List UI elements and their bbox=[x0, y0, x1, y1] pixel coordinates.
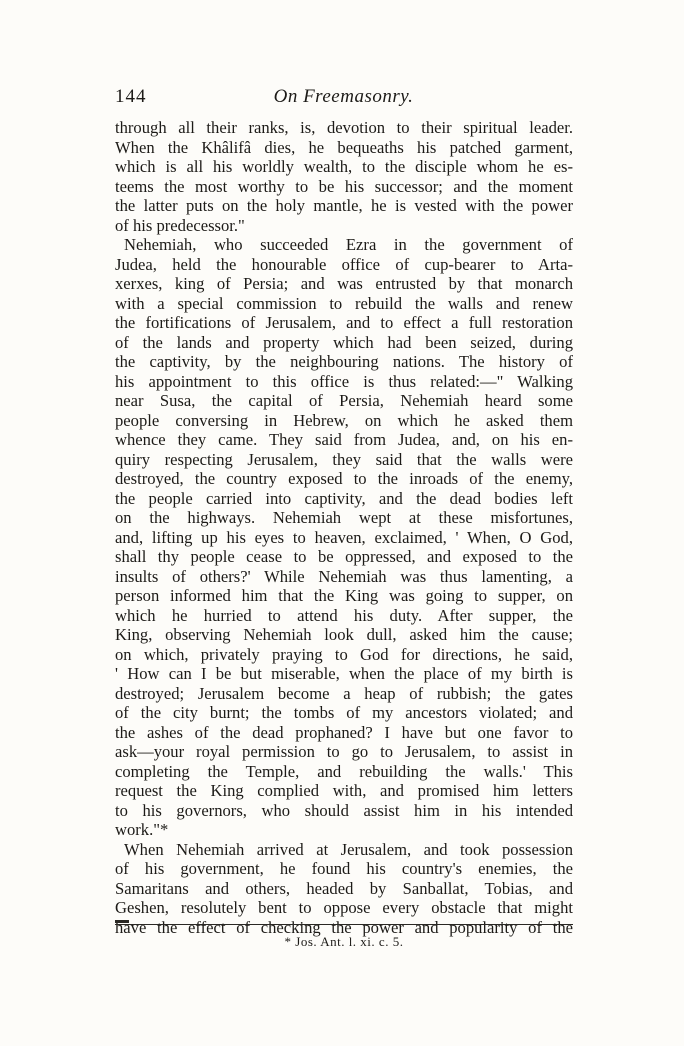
text-line: near Susa, the capital of Persia, Nehemiah heard some bbox=[115, 391, 573, 410]
text-line: Samaritans and others, headed by Sanballat, Tobias, and bbox=[115, 878, 573, 898]
text-line: through all their ranks, is, devotion to their spiritual leader. bbox=[115, 118, 573, 137]
footnote-rule bbox=[115, 924, 573, 925]
text-line: person informed him that the King was going to supper, on bbox=[115, 586, 573, 605]
text-line: have the effect of checking the power and popularity of the bbox=[115, 917, 573, 937]
footnote-rule-mark bbox=[115, 920, 129, 923]
text-line: of his predecessor." bbox=[115, 215, 245, 235]
text-line: Nehemiah, who succeeded Ezra in the government of bbox=[124, 235, 573, 254]
text-line: xerxes, king of Persia; and was entrusted by that monarch bbox=[115, 274, 573, 293]
text-line: the captivity, by the neighbouring nations. The history of bbox=[115, 352, 573, 371]
footnote: * Jos. Ant. l. xi. c. 5. bbox=[284, 934, 404, 949]
text-line: to his governors, who should assist him in his intended bbox=[115, 800, 573, 820]
text-line: work."* bbox=[115, 820, 169, 839]
text-line: Judea, held the honourable office of cup-bearer to Arta- bbox=[115, 254, 573, 274]
text-line: destroyed; Jerusalem become a heap of rubbish; the gates bbox=[115, 683, 573, 703]
text-line: which is all his worldly wealth, to the disciple whom he es- bbox=[115, 157, 573, 176]
text-line: When the Khâlifâ dies, he bequeaths his patched garment, bbox=[115, 137, 573, 157]
text-line: the latter puts on the holy mantle, he is vested with the power bbox=[115, 196, 573, 215]
text-line: on which, privately praying to God for directions, he said, bbox=[115, 644, 573, 664]
text-line: his appointment to this office is thus related:—" Walking bbox=[115, 371, 573, 391]
text-line: the ashes of the dead prophaned? I have but one favor to bbox=[115, 722, 573, 742]
text-line: with a special commission to rebuild the walls and renew bbox=[115, 293, 573, 313]
text-line: and, lifting up his eyes to heaven, exclaimed, ' When, O God, bbox=[115, 527, 573, 547]
text-line: When Nehemiah arrived at Jerusalem, and took possession bbox=[124, 839, 573, 859]
text-line: shall thy people cease to be oppressed, and exposed to the bbox=[115, 547, 573, 566]
text-line: request the King complied with, and promised him letters bbox=[115, 781, 573, 800]
text-line: of his government, he found his country's enemies, the bbox=[115, 859, 573, 878]
text-line: completing the Temple, and rebuilding the walls.' This bbox=[115, 761, 573, 781]
text-line: teems the most worthy to be his successor; and the moment bbox=[115, 176, 573, 196]
text-line: ask—your royal permission to go to Jerusalem, to assist in bbox=[115, 742, 573, 761]
text-line: on the highways. Nehemiah wept at these misfortunes, bbox=[115, 508, 573, 527]
text-line: ' How can I be but miserable, when the place of my birth is bbox=[115, 664, 573, 683]
text-line: people conversing in Hebrew, on which he asked them bbox=[115, 410, 573, 430]
body-text bbox=[115, 118, 573, 937]
text-line: of the lands and property which had been seized, during bbox=[115, 332, 573, 352]
page-number: 144 bbox=[115, 86, 147, 107]
text-line: the fortifications of Jerusalem, and to effect a full restoration bbox=[115, 313, 573, 332]
text-line: destroyed, the country exposed to the inroads of the enemy, bbox=[115, 469, 573, 488]
text-line: quiry respecting Jerusalem, they said that the walls were bbox=[115, 449, 573, 469]
text-line: insults of others?' While Nehemiah was thus lamenting, a bbox=[115, 566, 573, 586]
text-line: the people carried into captivity, and the dead bodies left bbox=[115, 488, 573, 508]
text-line: whence they came. They said from Judea, and, on his en- bbox=[115, 430, 573, 449]
running-title: On Freemasonry. bbox=[273, 86, 414, 107]
text-line: of the city burnt; the tombs of my ancestors violated; and bbox=[115, 703, 573, 722]
text-line: which he hurried to attend his duty. After supper, the bbox=[115, 605, 573, 625]
text-line: King, observing Nehemiah look dull, asked him the cause; bbox=[115, 625, 573, 644]
running-head bbox=[115, 86, 572, 112]
text-line: Geshen, resolutely bent to oppose every obstacle that might bbox=[115, 898, 573, 917]
